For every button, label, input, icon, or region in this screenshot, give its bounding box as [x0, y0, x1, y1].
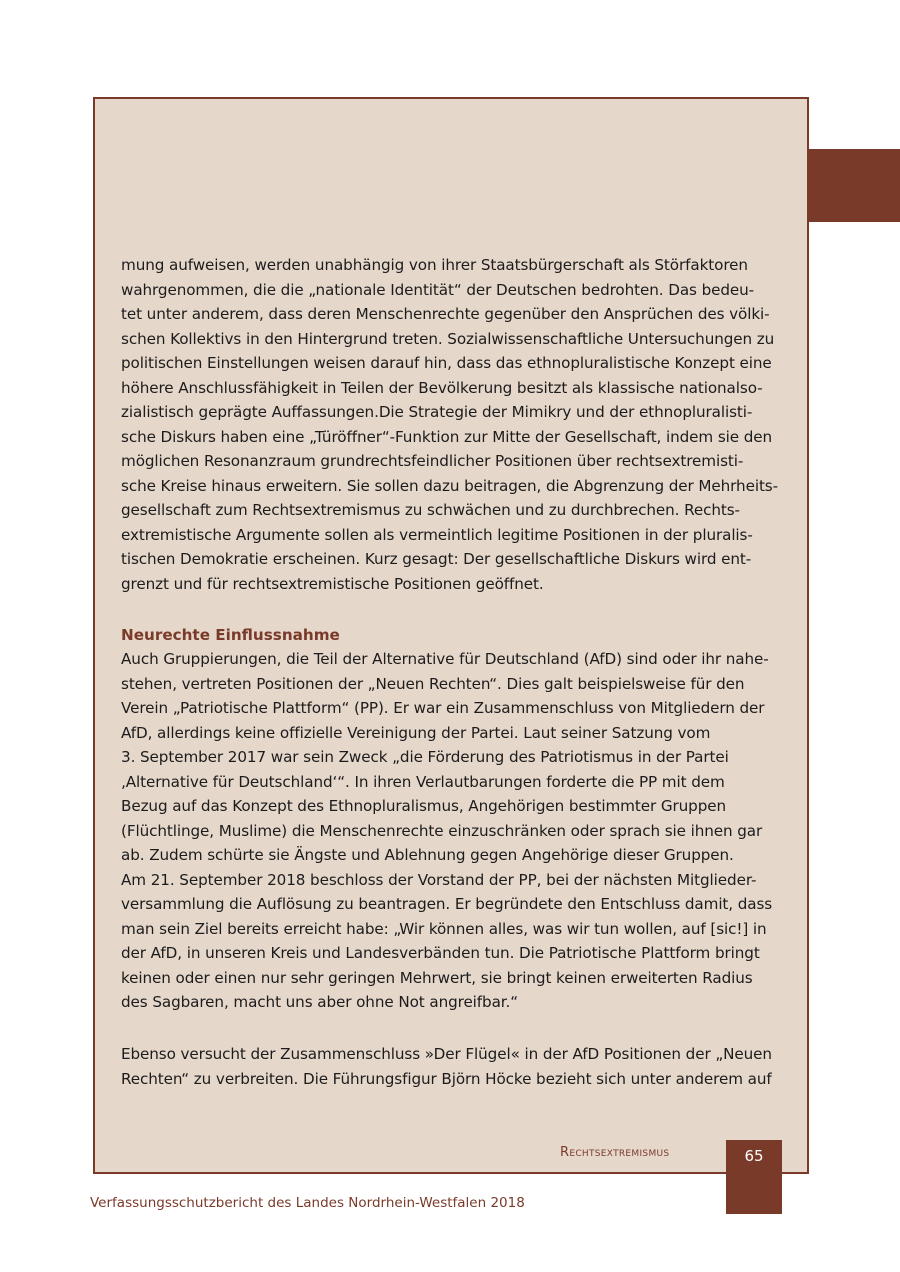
chapter-side-tab	[808, 149, 900, 222]
text-line: keinen oder einen nur sehr geringen Mehrwert, sie bringt keinen erweiterten Radius	[121, 968, 753, 987]
text-line: (Flüchtlinge, Muslime) die Menschenrechte einzuschränken oder sprach sie ihnen gar	[121, 821, 763, 840]
text-line: möglichen Resonanzraum grundrechtsfeindlicher Positionen über rechtsextremisti-	[121, 452, 744, 470]
section-heading: Neurechte Einflussnahme	[121, 626, 340, 644]
text-line: ‚Alternative für Deutschland‘“. In ihren Verlautbarungen forderte die PP mit dem	[121, 772, 725, 791]
text-line: der AfD, in unseren Kreis und Landesverbänden tun. Die Patriotische Plattform bringt	[121, 944, 760, 962]
text-line: Rechten“ zu verbreiten. Die Führungsfigur Björn Höcke bezieht sich unter anderem auf	[121, 1069, 772, 1088]
text-line: sche Kreise hinaus erweitern. Sie sollen dazu beitragen, die Abgrenzung der Mehrheits-	[121, 476, 778, 495]
text-line: gesellschaft zum Rechtsextremismus zu schwächen und zu durchbrechen. Rechts-	[121, 501, 740, 519]
text-line: ab. Zudem schürte sie Ängste und Ablehnung gegen Angehörige dieser Gruppen.	[121, 846, 734, 864]
text-line: des Sagbaren, macht uns aber ohne Not angreifbar.“	[121, 993, 519, 1011]
text-line: zialistisch geprägte Auffassungen.Die Strategie der Mimikry und der ethnopluralisti-	[121, 403, 753, 421]
page-number-tab	[726, 1140, 782, 1214]
body-paragraph-1	[121, 253, 801, 596]
text-line: extremistische Argumente sollen als vermeintlich legitime Positionen in der pluralis-	[121, 525, 753, 544]
text-line: Bezug auf das Konzept des Ethnopluralismus, Angehörigen bestimmter Gruppen	[121, 797, 727, 815]
page-number: 65	[744, 1147, 764, 1165]
text-line: tet unter anderem, dass deren Menschenrechte gegenüber den Ansprüchen des völki-	[121, 305, 770, 323]
text-line: politischen Einstellungen weisen darauf hin, dass das ethnopluralistische Konzept eine	[121, 354, 772, 372]
text-line: mung aufweisen, werden unabhängig von ihrer Staatsbürgerschaft als Störfaktoren	[121, 256, 748, 274]
text-line: man sein Ziel bereits erreicht habe: „Wir können alles, was wir tun wollen, auf [sic!] in	[121, 919, 767, 938]
text-line: AfD, allerdings keine offizielle Vereinigung der Partei. Laut seiner Satzung vom	[121, 723, 711, 742]
text-line: tischen Demokratie erscheinen. Kurz gesagt: Der gesellschaftliche Diskurs wird ent-	[121, 550, 752, 568]
text-line: Auch Gruppierungen, die Teil der Alternative für Deutschland (AfD) sind oder ihr nahe-	[121, 650, 769, 668]
text-line: schen Kollektivs in den Hintergrund treten. Sozialwissenschaftliche Untersuchungen zu	[121, 329, 775, 348]
text-line: stehen, vertreten Positionen der „Neuen Rechten“. Dies galt beispielsweise für den	[121, 674, 745, 693]
text-line: höhere Anschlussfähigkeit in Teilen der Bevölkerung besitzt als klassische nationalso-	[121, 378, 763, 397]
running-head: Rechtsextremismus	[560, 1145, 670, 1160]
footer: Verfassungsschutzbericht des Landes Nordrhein-Westfalen 2018	[90, 1195, 525, 1211]
body-paragraph-2	[121, 647, 801, 1015]
text-line: Ebenso versucht der Zusammenschluss »Der Flügel« in der AfD Positionen der „Neuen	[121, 1045, 772, 1063]
body-paragraph-3	[121, 1042, 801, 1091]
text-line: sche Diskurs haben eine „Türöffner“-Funktion zur Mitte der Gesellschaft, indem sie den	[121, 427, 773, 446]
text-line: Verein „Patriotische Plattform“ (PP). Er war ein Zusammenschluss von Mitgliedern der	[121, 699, 765, 717]
text-line: versammlung die Auflösung zu beantragen. Er begründete den Entschluss damit, dass	[121, 895, 773, 913]
text-line: grenzt und für rechtsextremistische Positionen geöffnet.	[121, 574, 544, 593]
text-line: wahrgenommen, die die „nationale Identität“ der Deutschen bedrohten. Das bedeu-	[121, 280, 755, 299]
text-line: 3. September 2017 war sein Zweck „die Förderung des Patriotismus in der Partei	[121, 748, 729, 766]
text-line: Am 21. September 2018 beschloss der Vorstand der PP, bei der nächsten Mitglieder-	[121, 870, 757, 889]
